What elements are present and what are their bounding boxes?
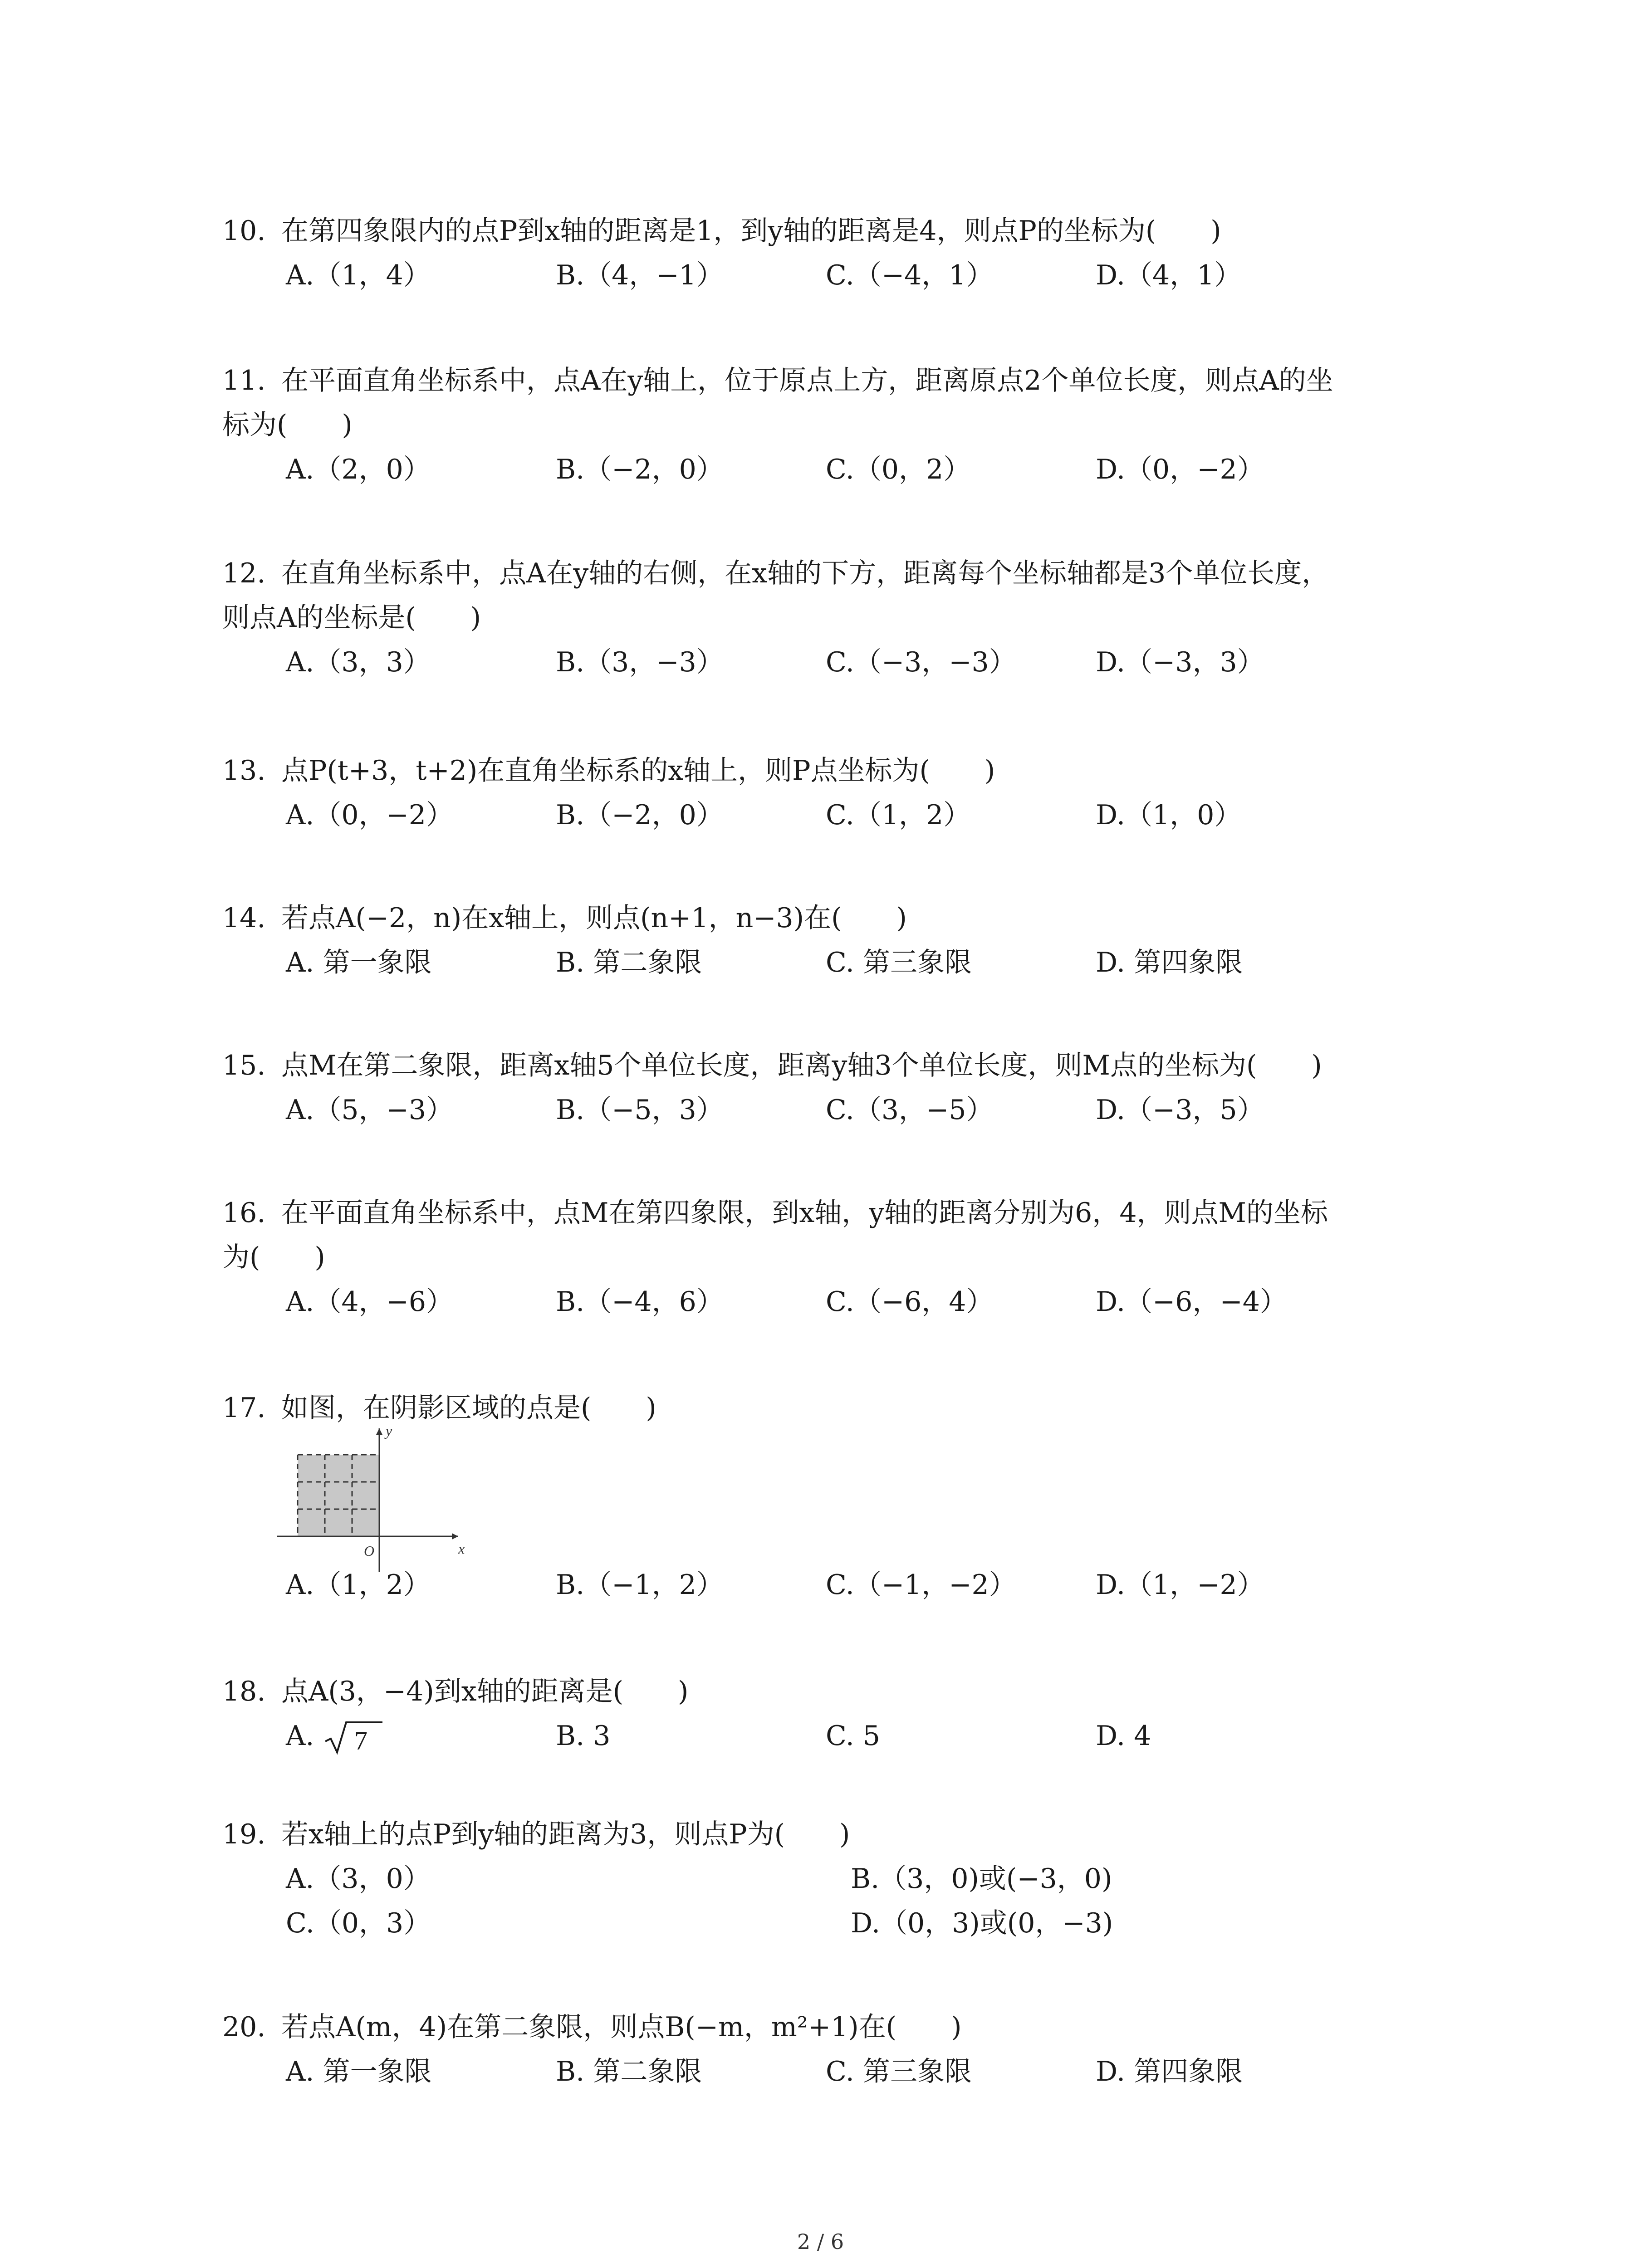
question-text: 在平面直角坐标系中，点M在第四象限，到x轴，y轴的距离分别为6，4，则点M的坐标 [281, 1197, 1328, 1229]
option-d[interactable]: D.（1，−2） [1096, 1569, 1264, 1601]
question-number: 19. [222, 1818, 266, 1850]
options-row [222, 1088, 1456, 1132]
question-17-options [222, 1563, 1456, 1607]
question-number: 18. [222, 1676, 266, 1707]
options-row [222, 640, 1456, 684]
question-text: 如图，在阴影区域的点是( ) [281, 1392, 656, 1424]
coordinate-figure [277, 1422, 476, 1574]
sqrt-radical-icon [323, 1720, 386, 1756]
question-text: 点M在第二象限，距离x轴5个单位长度，距离y轴3个单位长度，则M点的坐标为( ) [281, 1050, 1322, 1081]
question-number: 16. [222, 1197, 266, 1229]
question-number: 11. [222, 365, 266, 396]
question-number: 17. [222, 1392, 266, 1424]
option-c[interactable]: C. 第三象限 [826, 2056, 972, 2087]
option-a[interactable]: A.（4，−6） [286, 1286, 454, 1318]
option-c[interactable]: C.（1，2） [826, 799, 971, 831]
options-row [222, 447, 1456, 492]
question-text: 在直角坐标系中，点A在y轴的右侧，在x轴的下方，距离每个坐标轴都是3个单位长度， [281, 557, 1329, 589]
question-stem [222, 1812, 1456, 1857]
question-stem [222, 1669, 1456, 1714]
question-stem [222, 358, 1456, 403]
question-text: 若点A(−2，n)在x轴上，则点(n+1，n−3)在( ) [281, 902, 907, 934]
sqrt-expression [323, 1714, 386, 1758]
question-stem [222, 1043, 1456, 1088]
question-stem [222, 2005, 1456, 2049]
options-row [222, 253, 1456, 298]
option-b[interactable]: B. 第二象限 [556, 947, 702, 978]
question-stem [222, 551, 1456, 596]
option-c[interactable]: C.（0，3） [286, 1907, 431, 1939]
question-number: 12. [222, 557, 266, 589]
option-b[interactable]: B.（−1，2） [556, 1569, 724, 1601]
x-axis-arrow [452, 1533, 458, 1540]
option-d[interactable]: D.（0，−2） [1096, 454, 1264, 485]
question-text: 点A(3，−4)到x轴的距离是( ) [281, 1676, 689, 1707]
options-row [222, 940, 1456, 985]
question-text: 若点A(m，4)在第二象限，则点B(−m，m²+1)在( ) [281, 2011, 962, 2043]
question-number: 14. [222, 902, 266, 934]
option-b[interactable]: B.（−2，0） [556, 799, 724, 831]
option-a[interactable]: A.（1，4） [286, 259, 431, 291]
question-12 [222, 551, 1456, 684]
option-a[interactable]: A.（1，2） [286, 1569, 431, 1601]
option-d[interactable]: D. 4 [1096, 1720, 1151, 1752]
option-b[interactable]: B.（4，−1） [556, 259, 724, 291]
options-row [222, 1901, 1456, 1945]
question-text-cont: 标为( ) [222, 409, 353, 441]
question-number: 13. [222, 755, 266, 787]
options-row [222, 1857, 1456, 1901]
option-c[interactable]: C.（3，−5） [826, 1094, 994, 1126]
shaded-region [298, 1455, 379, 1536]
question-number: 10. [222, 215, 266, 247]
option-a[interactable]: A. 第一象限 [286, 947, 432, 978]
question-10 [222, 209, 1456, 298]
option-d[interactable]: D.（0，3)或(0，−3) [851, 1907, 1113, 1939]
x-axis-label: x [458, 1540, 465, 1557]
option-a[interactable]: A. 第一象限 [286, 2056, 432, 2087]
option-b[interactable]: B.（−5，3） [556, 1094, 724, 1126]
option-c[interactable]: C.（−6，4） [826, 1286, 994, 1318]
question-stem [222, 748, 1456, 793]
option-c[interactable]: C.（−3，−3） [826, 646, 1016, 678]
question-20 [222, 2005, 1456, 2094]
question-number: 20. [222, 2011, 266, 2043]
option-d[interactable]: D.（−3，5） [1096, 1094, 1264, 1126]
option-a[interactable]: A.（3，0） [286, 1863, 431, 1895]
option-d[interactable]: D.（1，0） [1096, 799, 1242, 831]
options-row [222, 1280, 1456, 1324]
question-11 [222, 358, 1456, 492]
option-c[interactable]: C.（−1，−2） [826, 1569, 1016, 1601]
shaded-region-diagram [277, 1422, 476, 1572]
option-d[interactable]: D.（−3，3） [1096, 646, 1264, 678]
question-text-cont: 为( ) [222, 1242, 325, 1273]
question-14 [222, 896, 1456, 985]
option-c[interactable]: C. 5 [826, 1720, 881, 1752]
question-stem [222, 896, 1456, 940]
page-number: 2 / 6 [797, 2229, 844, 2254]
question-18 [222, 1669, 1456, 1758]
question-text-cont: 则点A的坐标是( ) [222, 602, 481, 634]
question-text: 点P(t+3，t+2)在直角坐标系的x轴上，则P点坐标为( ) [281, 755, 995, 787]
option-b[interactable]: B.（−2，0） [556, 454, 724, 485]
options-row [222, 1714, 1456, 1758]
option-a[interactable]: A.（5，−3） [286, 1094, 454, 1126]
option-b[interactable]: B.（−4，6） [556, 1286, 724, 1318]
option-a[interactable] [286, 1714, 386, 1758]
options-row [222, 1563, 1456, 1607]
option-d[interactable]: D.（4，1） [1096, 259, 1242, 291]
option-b[interactable]: B. 第二象限 [556, 2056, 702, 2087]
option-c[interactable]: C.（−4，1） [826, 259, 994, 291]
option-b[interactable]: B.（3，0)或(−3，0) [851, 1863, 1112, 1895]
question-number: 15. [222, 1050, 266, 1081]
options-row [222, 2049, 1456, 2094]
option-a[interactable]: A.（3，3） [286, 646, 431, 678]
sqrt-radicand: 7 [354, 1726, 368, 1756]
y-axis-label: y [386, 1422, 392, 1439]
question-16 [222, 1191, 1456, 1324]
option-b[interactable]: B. 3 [556, 1720, 611, 1752]
question-text: 在平面直角坐标系中，点A在y轴上，位于原点上方，距离原点2个单位长度，则点A的坐 [281, 365, 1333, 396]
origin-label: O [364, 1543, 375, 1559]
option-a-label: A. [286, 1720, 314, 1752]
question-19 [222, 1812, 1456, 1945]
option-b[interactable]: B.（3，−3） [556, 646, 724, 678]
question-stem [222, 209, 1456, 253]
option-d[interactable]: D. 第四象限 [1096, 2056, 1243, 2087]
question-15 [222, 1043, 1456, 1132]
question-13 [222, 748, 1456, 837]
options-row [222, 793, 1456, 837]
option-c[interactable]: C.（0，2） [826, 454, 971, 485]
option-d[interactable]: D. 第四象限 [1096, 947, 1243, 978]
option-c[interactable]: C. 第三象限 [826, 947, 972, 978]
option-a[interactable]: A.（2，0） [286, 454, 431, 485]
question-stem [222, 1191, 1456, 1235]
y-axis-arrow [376, 1428, 382, 1435]
question-text: 若x轴上的点P到y轴的距离为3，则点P为( ) [281, 1818, 850, 1850]
option-d[interactable]: D.（−6，−4） [1096, 1286, 1287, 1318]
question-text: 在第四象限内的点P到x轴的距离是1，到y轴的距离是4，则点P的坐标为( ) [281, 215, 1221, 247]
option-a[interactable]: A.（0，−2） [286, 799, 454, 831]
